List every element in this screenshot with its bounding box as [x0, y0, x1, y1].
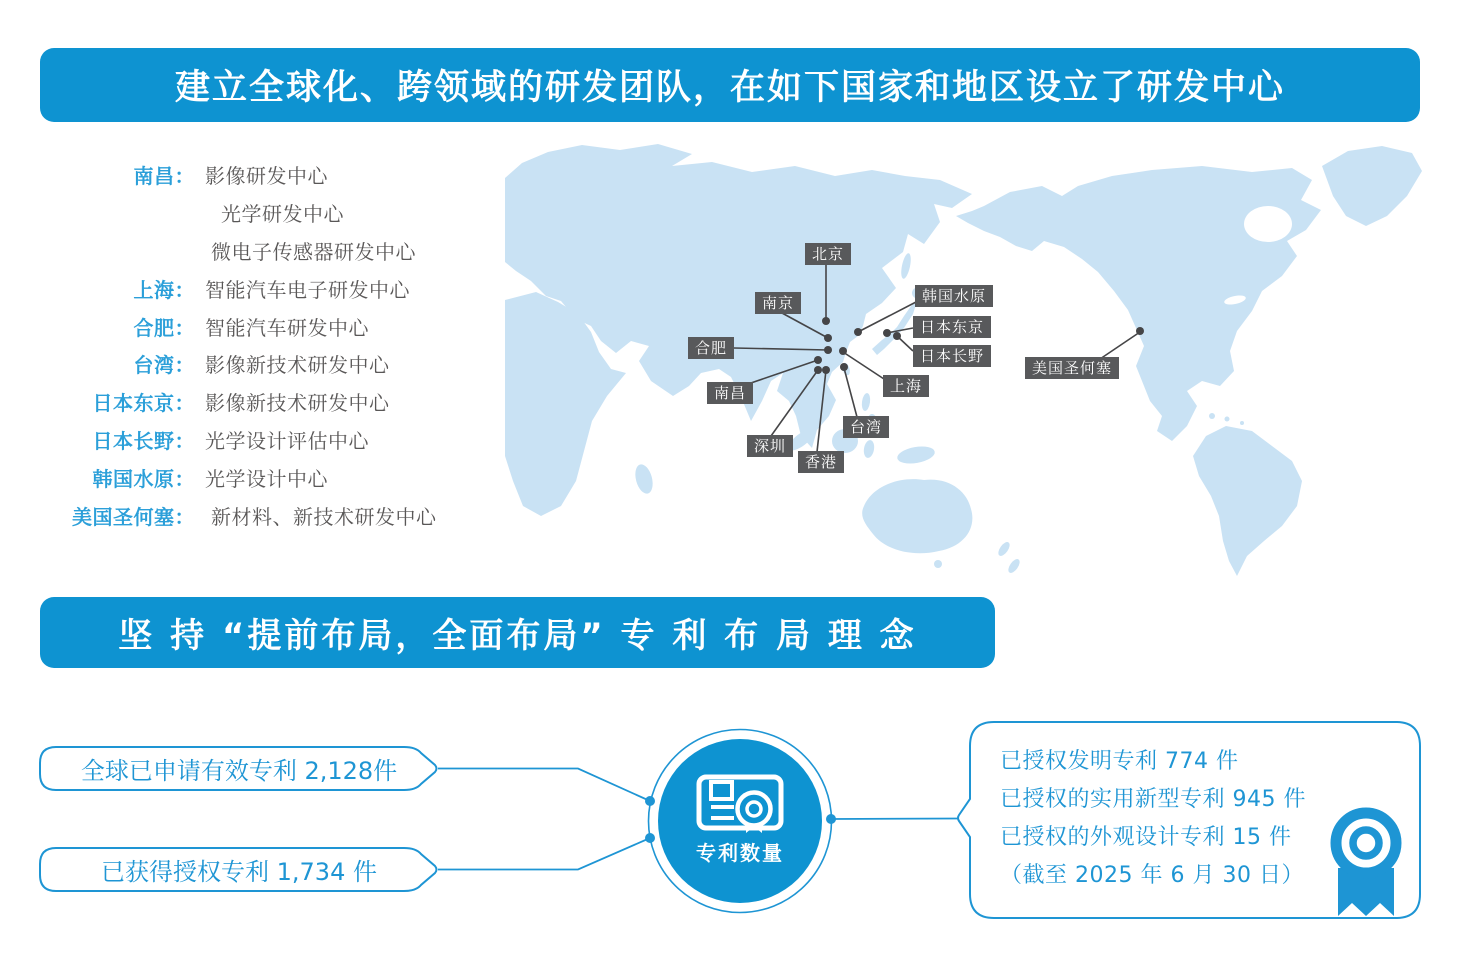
city-label: 南昌： [133, 164, 195, 189]
detail-line: 已授权的实用新型专利 945 件 [1000, 787, 1306, 812]
list-item [55, 156, 515, 194]
detail-line: （截至 2025 年 6 月 30 日） [1000, 863, 1304, 888]
map-label-nanchang: 南昌 [707, 382, 753, 404]
list-item [55, 269, 515, 307]
center-label: 微电子传感器研发中心 [211, 239, 416, 264]
center-label: 智能汽车电子研发中心 [205, 277, 410, 302]
map-label-hongkong: 香港 [798, 451, 844, 473]
list-item [55, 496, 515, 534]
stat-granted: 已获得授权专利 1,734 件 [101, 858, 377, 886]
header-banner: 建立全球化、跨领域的研发团队，在如下国家和地区设立了研发中心 [40, 48, 1420, 122]
city-label: 美国圣何塞： [72, 504, 195, 529]
rd-centers-list [55, 156, 515, 534]
map-label-hefei: 合肥 [688, 337, 734, 359]
city-label: 韩国水原： [92, 466, 195, 491]
award-ribbon-icon [1336, 813, 1396, 916]
list-item [55, 421, 515, 459]
patent-details [1000, 743, 1306, 895]
patent-banner: 坚 持 “提前布局，全面布局” 专 利 布 局 理 念 [40, 597, 995, 668]
city-label: 上海： [133, 277, 195, 302]
city-label: 日本长野： [92, 428, 195, 453]
city-label: 合肥： [133, 315, 195, 340]
stat-applied: 全球已申请有效专利 2,128件 [80, 757, 398, 785]
center-label: 新材料、新技术研发中心 [211, 504, 437, 529]
center-label: 光学设计中心 [205, 466, 328, 491]
center-label: 影像研发中心 [205, 164, 328, 189]
list-item [55, 307, 515, 345]
center-label: 智能汽车研发中心 [205, 315, 369, 340]
list-item [55, 458, 515, 496]
detail-line: 已授权的外观设计专利 15 件 [1000, 825, 1292, 850]
map-label-taiwan: 台湾 [843, 416, 889, 438]
city-label: 台湾： [133, 353, 195, 378]
center-label: 光学设计评估中心 [205, 428, 369, 453]
hub-label: 专利数量 [696, 841, 784, 865]
map-label-nanjing: 南京 [755, 292, 801, 314]
list-item [55, 194, 515, 232]
city-label: 日本东京： [92, 391, 195, 416]
list-item [55, 383, 515, 421]
map-label-sanjose: 美国圣何塞 [1025, 357, 1119, 379]
map-label-tokyo: 日本东京 [913, 316, 991, 338]
center-label: 影像新技术研发中心 [205, 353, 390, 378]
map-label-suwon: 韩国水原 [915, 285, 993, 307]
center-label: 光学研发中心 [221, 202, 344, 227]
map-label-shanghai: 上海 [883, 375, 929, 397]
list-item [55, 232, 515, 270]
map-label-shenzhen: 深圳 [747, 435, 793, 457]
map-label-nagano: 日本长野 [913, 345, 991, 367]
center-label: 影像新技术研发中心 [205, 391, 390, 416]
detail-line: 已授权发明专利 774 件 [1000, 749, 1239, 774]
map-label-beijing: 北京 [805, 243, 851, 265]
list-item [55, 345, 515, 383]
